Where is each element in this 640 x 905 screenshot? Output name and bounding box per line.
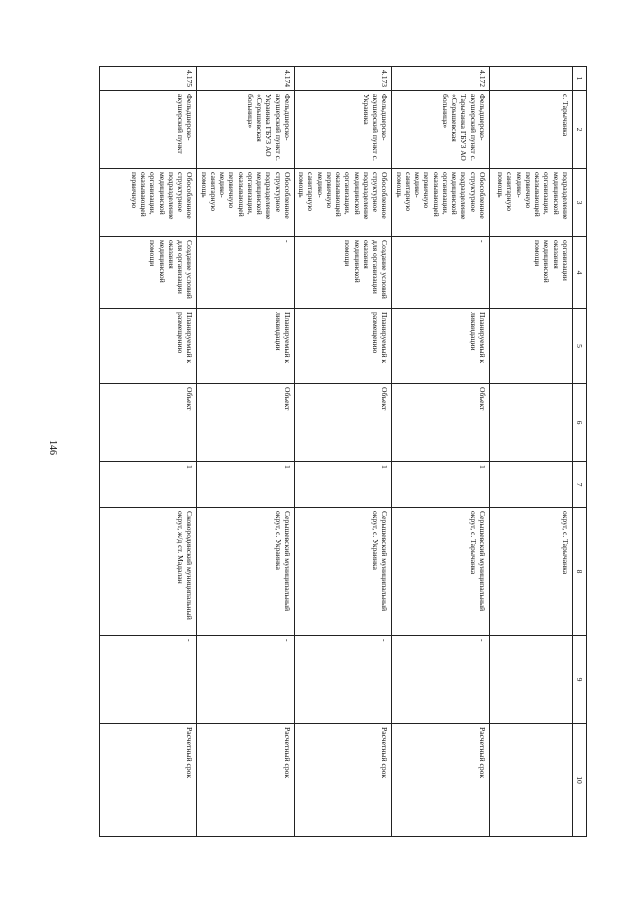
cell-name: Фельдшерско-акушерский пункт с. Тарычанка ГБУЗ АО «Серышевская больница» bbox=[392, 91, 490, 169]
column-number: 8 bbox=[573, 508, 587, 636]
table-row bbox=[197, 67, 295, 837]
cell-location: округ, с. Тарычанка bbox=[490, 508, 573, 636]
cell-quantity: 1 bbox=[197, 462, 295, 508]
cell-purpose: Создание условий для организации оказания медицинской помощи bbox=[295, 237, 393, 309]
cell-zone: - bbox=[392, 636, 490, 724]
cell-characteristic: Объект bbox=[100, 384, 197, 462]
table-row bbox=[392, 67, 490, 837]
cell-name: Фельдшерско-акушерский пункт с. Украинка bbox=[295, 91, 393, 169]
cell-quantity: 1 bbox=[392, 462, 490, 508]
cell-name: Фельдшерско-акушерский пункт bbox=[100, 91, 197, 169]
column-number: 5 bbox=[573, 309, 587, 384]
cell-term bbox=[490, 724, 573, 837]
cell-status: Планируемый к размещению bbox=[100, 309, 197, 384]
cell-characteristic bbox=[490, 384, 573, 462]
table-row bbox=[490, 67, 573, 837]
rotated-table-area bbox=[100, 66, 587, 836]
cell-purpose: - bbox=[197, 237, 295, 309]
cell-name: Фельдшерско-акушерский пункт с. Украинка ГБУЗ АО «Серышевская больница» bbox=[197, 91, 295, 169]
cell-characteristic: Объект bbox=[295, 384, 393, 462]
cell-number bbox=[490, 67, 573, 91]
cell-zone bbox=[490, 636, 573, 724]
cell-characteristic: Объект bbox=[392, 384, 490, 462]
table-row bbox=[100, 67, 197, 837]
cell-number: 4.174 bbox=[197, 67, 295, 91]
cell-purpose: - bbox=[392, 237, 490, 309]
cell-type: Обособленное структурное подразделение медицинской организации, оказывающей первичную медико-санитарную помощь bbox=[295, 169, 393, 237]
document-table bbox=[100, 66, 588, 837]
column-number: 1 bbox=[573, 67, 587, 91]
cell-characteristic: Объект bbox=[197, 384, 295, 462]
cell-type: Обособленное структурное подразделение медицинской организации, оказывающей первичную медико-санитарную помощь bbox=[392, 169, 490, 237]
cell-quantity: 1 bbox=[100, 462, 197, 508]
cell-location: Сковородинский муниципальный округ, ж/д ст. Мадалан bbox=[100, 508, 197, 636]
cell-status: Планируемый к размещению bbox=[295, 309, 393, 384]
column-number: 7 bbox=[573, 462, 587, 508]
cell-number: 4.173 bbox=[295, 67, 393, 91]
cell-purpose: Создание условий для организации оказания медицинской помощи bbox=[100, 237, 197, 309]
cell-location: Серышевский муниципальный округ, с. Украинка bbox=[295, 508, 393, 636]
cell-zone: - bbox=[100, 636, 197, 724]
column-number: 4 bbox=[573, 237, 587, 309]
cell-quantity bbox=[490, 462, 573, 508]
column-number: 2 bbox=[573, 91, 587, 169]
header-row bbox=[573, 67, 587, 837]
cell-name: с. Тарычанка bbox=[490, 91, 573, 169]
page-number: 146 bbox=[47, 440, 58, 455]
cell-zone: - bbox=[197, 636, 295, 724]
cell-status: Планируемый к ликвидации bbox=[197, 309, 295, 384]
table-row bbox=[295, 67, 393, 837]
cell-purpose: организации оказания медицинской помощи bbox=[490, 237, 573, 309]
cell-term: Расчетный срок bbox=[295, 724, 393, 837]
cell-location: Серышевский муниципальный округ, с. Тарычанка bbox=[392, 508, 490, 636]
column-number: 6 bbox=[573, 384, 587, 462]
cell-type: Обособленное структурное подразделение медицинской организации, оказывающей первичную bbox=[100, 169, 197, 237]
cell-zone: - bbox=[295, 636, 393, 724]
cell-term: Расчетный срок bbox=[197, 724, 295, 837]
cell-type: подразделение медицинской организации, оказывающей первичную медико-санитарную помощь bbox=[490, 169, 573, 237]
cell-location: Серышевский муниципальный округ, с. Украинка bbox=[197, 508, 295, 636]
cell-term: Расчетный срок bbox=[100, 724, 197, 837]
cell-type: Обособленное структурное подразделение медицинской организации, оказывающей первичную медико-санитарную помощь bbox=[197, 169, 295, 237]
cell-quantity: 1 bbox=[295, 462, 393, 508]
column-number: 3 bbox=[573, 169, 587, 237]
cell-status: Планируемый к ликвидации bbox=[392, 309, 490, 384]
column-number: 9 bbox=[573, 636, 587, 724]
cell-status bbox=[490, 309, 573, 384]
cell-term: Расчетный срок bbox=[392, 724, 490, 837]
cell-number: 4.172 bbox=[392, 67, 490, 91]
cell-number: 4.175 bbox=[100, 67, 197, 91]
column-number: 10 bbox=[573, 724, 587, 837]
